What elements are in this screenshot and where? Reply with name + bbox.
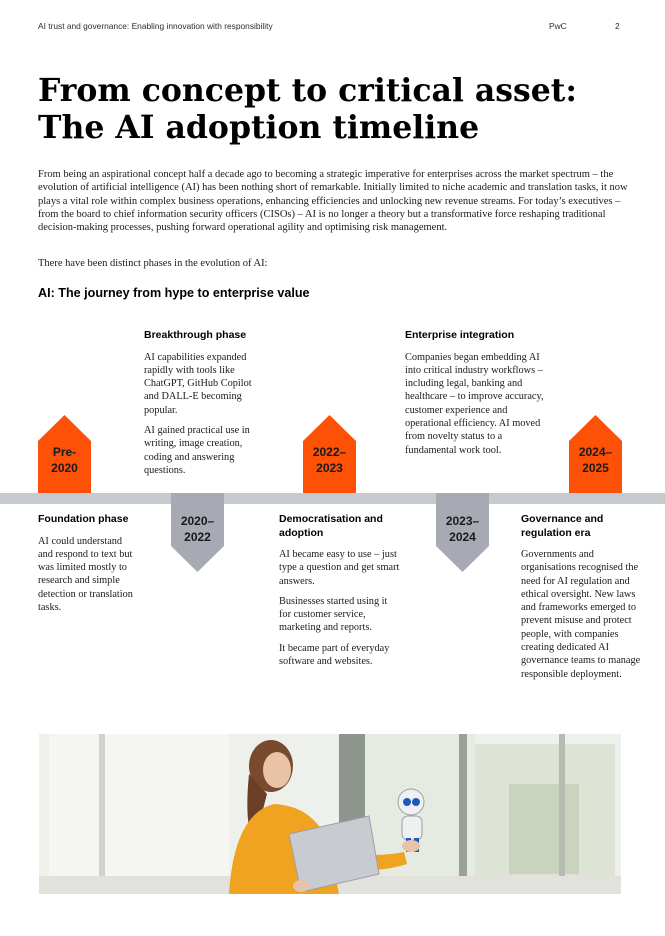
marker-2024-2025	[569, 415, 622, 493]
brand-name: PwC	[549, 21, 567, 31]
phases-intro-paragraph: There have been distinct phases in the evolution of AI:	[38, 258, 268, 269]
marker-label-line1: Pre-	[52, 445, 77, 459]
phase-title: Democratisation and adoption	[279, 513, 383, 539]
marker-2020-2022	[171, 493, 224, 572]
page-title: From concept to critical asset: The AI adoption timeline	[38, 72, 577, 146]
marker-label-line1: 2020–	[180, 514, 215, 528]
photo-woman-with-laptop-and-robot	[39, 734, 621, 894]
marker-label-line1: 2023–	[445, 514, 480, 528]
phase-breakthrough	[144, 329, 266, 484]
phase-paragraph: AI gained practical use in writing, image creation, coding and answering questions.	[144, 424, 250, 476]
marker-label-line2: 2020	[51, 461, 78, 475]
phase-democratisation	[279, 513, 401, 675]
marker-label-line1: 2024–	[578, 445, 613, 459]
photo-illustration	[39, 734, 621, 894]
marker-label-line2: 2025	[582, 461, 609, 475]
marker-label-line2: 2023	[316, 461, 343, 475]
phase-paragraph: AI capabilities expanded rapidly with tools like ChatGPT, GitHub Copilot and DALL-E becoming popular.	[144, 351, 252, 416]
phase-paragraph: AI could understand and respond to text but was limited mostly to research and simple detection or translation tasks.	[38, 535, 133, 613]
phase-enterprise-integration	[405, 329, 545, 464]
phase-title: Foundation phase	[38, 513, 129, 525]
phase-title: Governance and regulation era	[521, 513, 604, 539]
marker-label-line2: 2022	[184, 530, 211, 544]
marker-pre-2020	[38, 415, 91, 493]
phase-paragraph: Companies began embedding AI into critical industry workflows – including legal, banking and healthcare – to improve accuracy, customer experience and operational efficiency. AI moved from novelty status to a fundamental work tool.	[405, 351, 544, 456]
timeline-heading: AI: The journey from hype to enterprise value	[38, 286, 310, 300]
timeline-band	[0, 493, 665, 504]
marker-2022-2023	[303, 415, 356, 493]
marker-label-line2: 2024	[449, 530, 476, 544]
phase-paragraph: AI became easy to use – just type a question and get smart answers.	[279, 549, 400, 587]
phase-foundation	[38, 513, 136, 621]
phase-title: Enterprise integration	[405, 329, 515, 341]
marker-2023-2024	[436, 493, 489, 572]
intro-paragraph: From being an aspirational concept half a decade ago to becoming a strategic imperative for enterprises across the market spectrum – the evolution of artificial intelligence (AI) has been nothing short of remarkable. Initially limited to niche academic and translation tasks, it now plays a vital role within complex business operations, enhancing efficiencies and unlocking new revenue streams. For today’s executives – from the board to chief information security officers (CISOs) – AI is no longer a theory but a transformative force reshaping traditional decision-making processes, pushing forward operational agility and optimising risk management.	[38, 169, 628, 234]
marker-label-line1: 2022–	[312, 445, 347, 459]
phase-paragraph: It became part of everyday software and websites.	[279, 642, 390, 668]
phase-paragraph: Governments and organisations recognised the need for AI regulation and ethical oversight. New laws and frameworks emerged to prevent misuse and protect people, with companies creating dedicated AI governance teams to manage responsible deployment.	[521, 549, 641, 680]
page-number: 2	[615, 21, 620, 31]
phase-governance	[521, 513, 645, 688]
phase-paragraph: Businesses started using it for customer service, marketing and reports.	[279, 595, 388, 634]
phase-title: Breakthrough phase	[144, 329, 247, 341]
running-header-title: AI trust and governance: Enabling innovation with responsibility	[38, 21, 273, 31]
